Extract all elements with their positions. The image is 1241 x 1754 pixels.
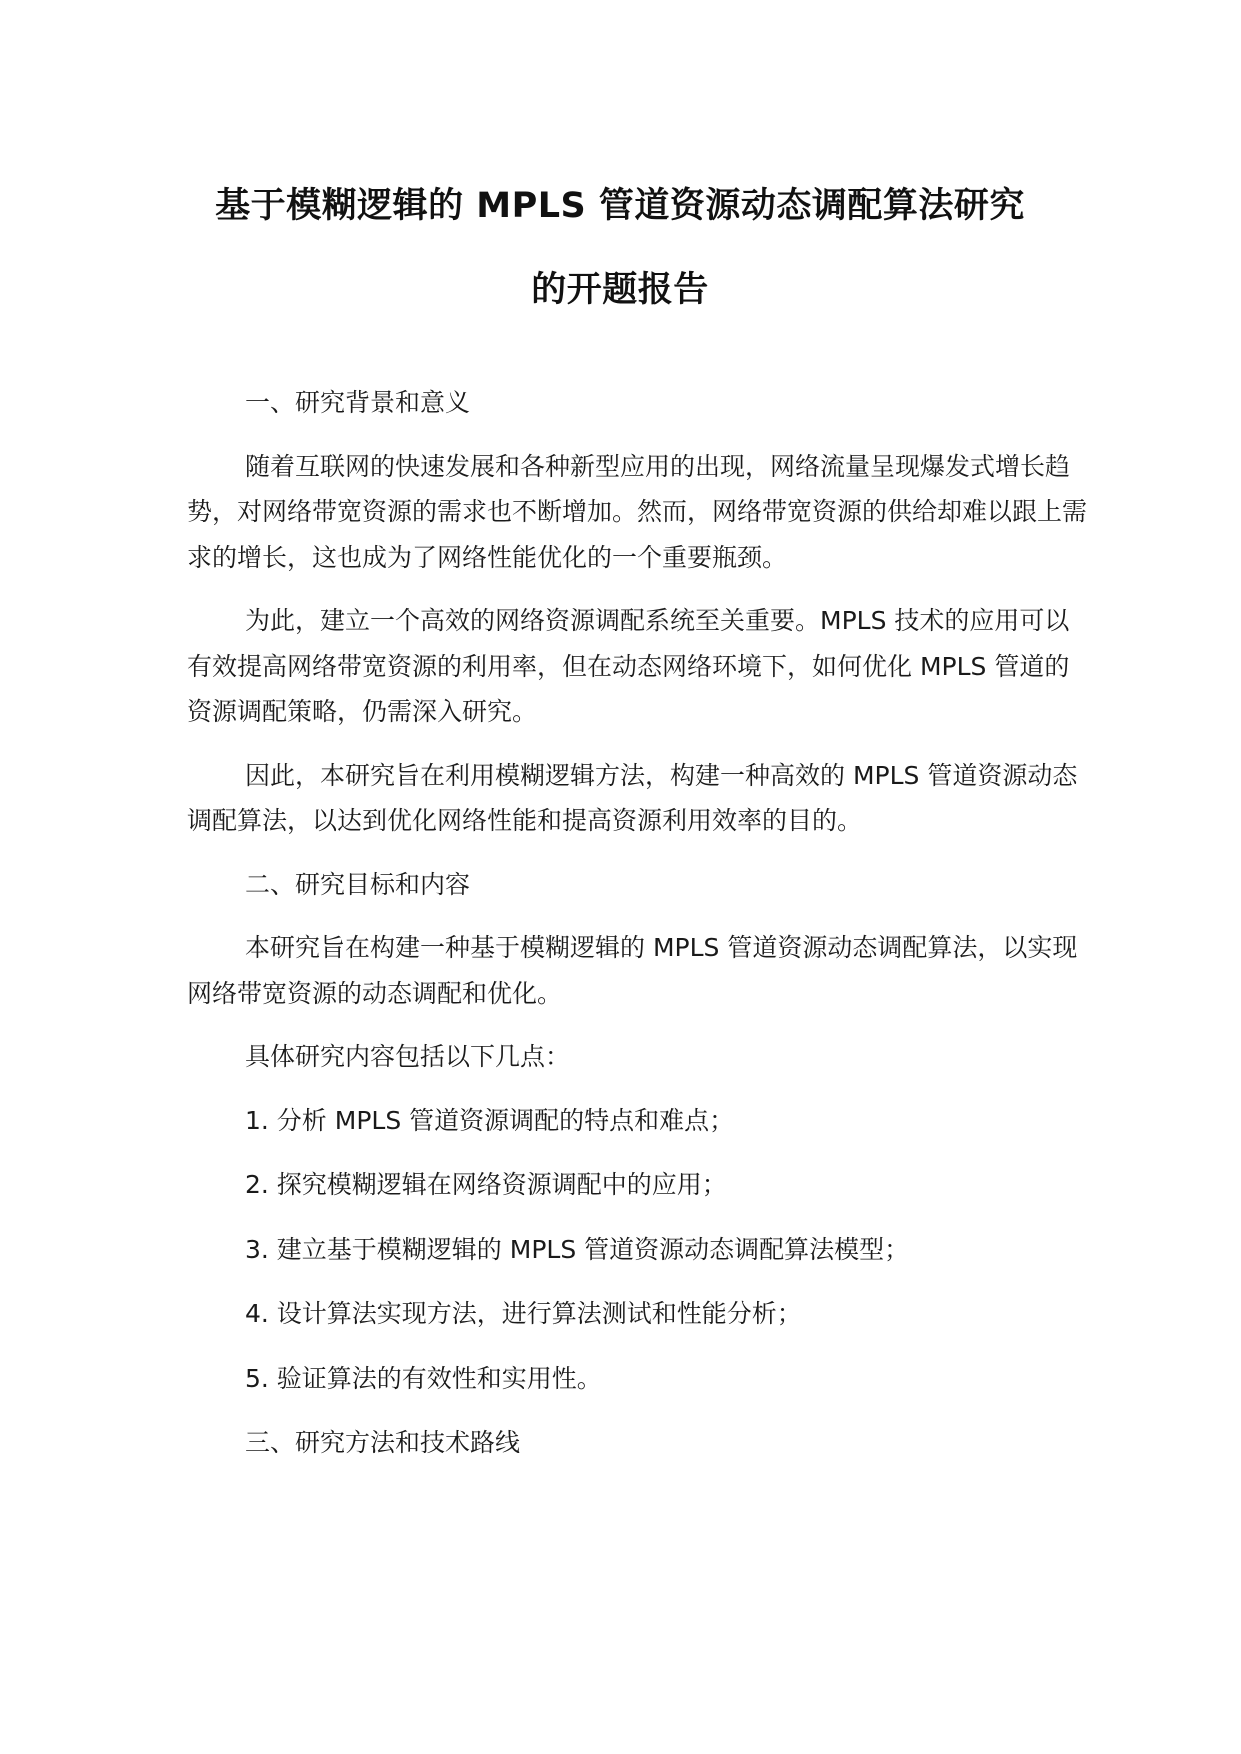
paragraph-background-2: 为此，建立一个高效的网络资源调配系统至关重要。MPLS 技术的应用可以有效提高网络带宽资源的利用率，但在动态网络环境下，如何优化 MPLS 管道的资源调配策略，仍需深入研究。 (187, 606, 1070, 726)
document-title-line1: 基于模糊逻辑的 MPLS 管道资源动态调配算法研究 (215, 186, 1025, 226)
document-body (187, 380, 1087, 1484)
paragraph-goals-2: 具体研究内容包括以下几点： (245, 1042, 571, 1071)
section-heading-background: 一、研究背景和意义 (245, 388, 471, 417)
list-item: 1. 分析 MPLS 管道资源调配的特点和难点； (245, 1105, 735, 1135)
paragraph-background-3: 因此，本研究旨在利用模糊逻辑方法，构建一种高效的 MPLS 管道资源动态调配算法，以达到优化网络性能和提高资源利用效率的目的。 (187, 760, 1078, 835)
list-item: 5. 验证算法的有效性和实用性。 (245, 1363, 602, 1393)
section-heading-goals: 二、研究目标和内容 (245, 869, 471, 899)
section-heading-methods: 三、研究方法和技术路线 (245, 1428, 521, 1457)
paragraph-background-1: 随着互联网的快速发展和各种新型应用的出现，网络流量呈现爆发式增长趋势，对网络带宽资源的需求也不断增加。然而，网络带宽资源的供给却难以跟上需求的增长，这也成为了网络性能优化的一个重要瓶颈。 (187, 451, 1088, 572)
list-item: 2. 探究模糊逻辑在网络资源调配中的应用； (245, 1170, 727, 1199)
list-item: 4. 设计算法实现方法，进行算法测试和性能分析； (245, 1299, 802, 1328)
document-title-line2: 的开题报告 (531, 270, 709, 310)
paragraph-goals-1: 本研究旨在构建一种基于模糊逻辑的 MPLS 管道资源动态调配算法，以实现网络带宽资源的动态调配和优化。 (187, 933, 1078, 1008)
list-item: 3. 建立基于模糊逻辑的 MPLS 管道资源动态调配算法模型； (245, 1234, 910, 1264)
